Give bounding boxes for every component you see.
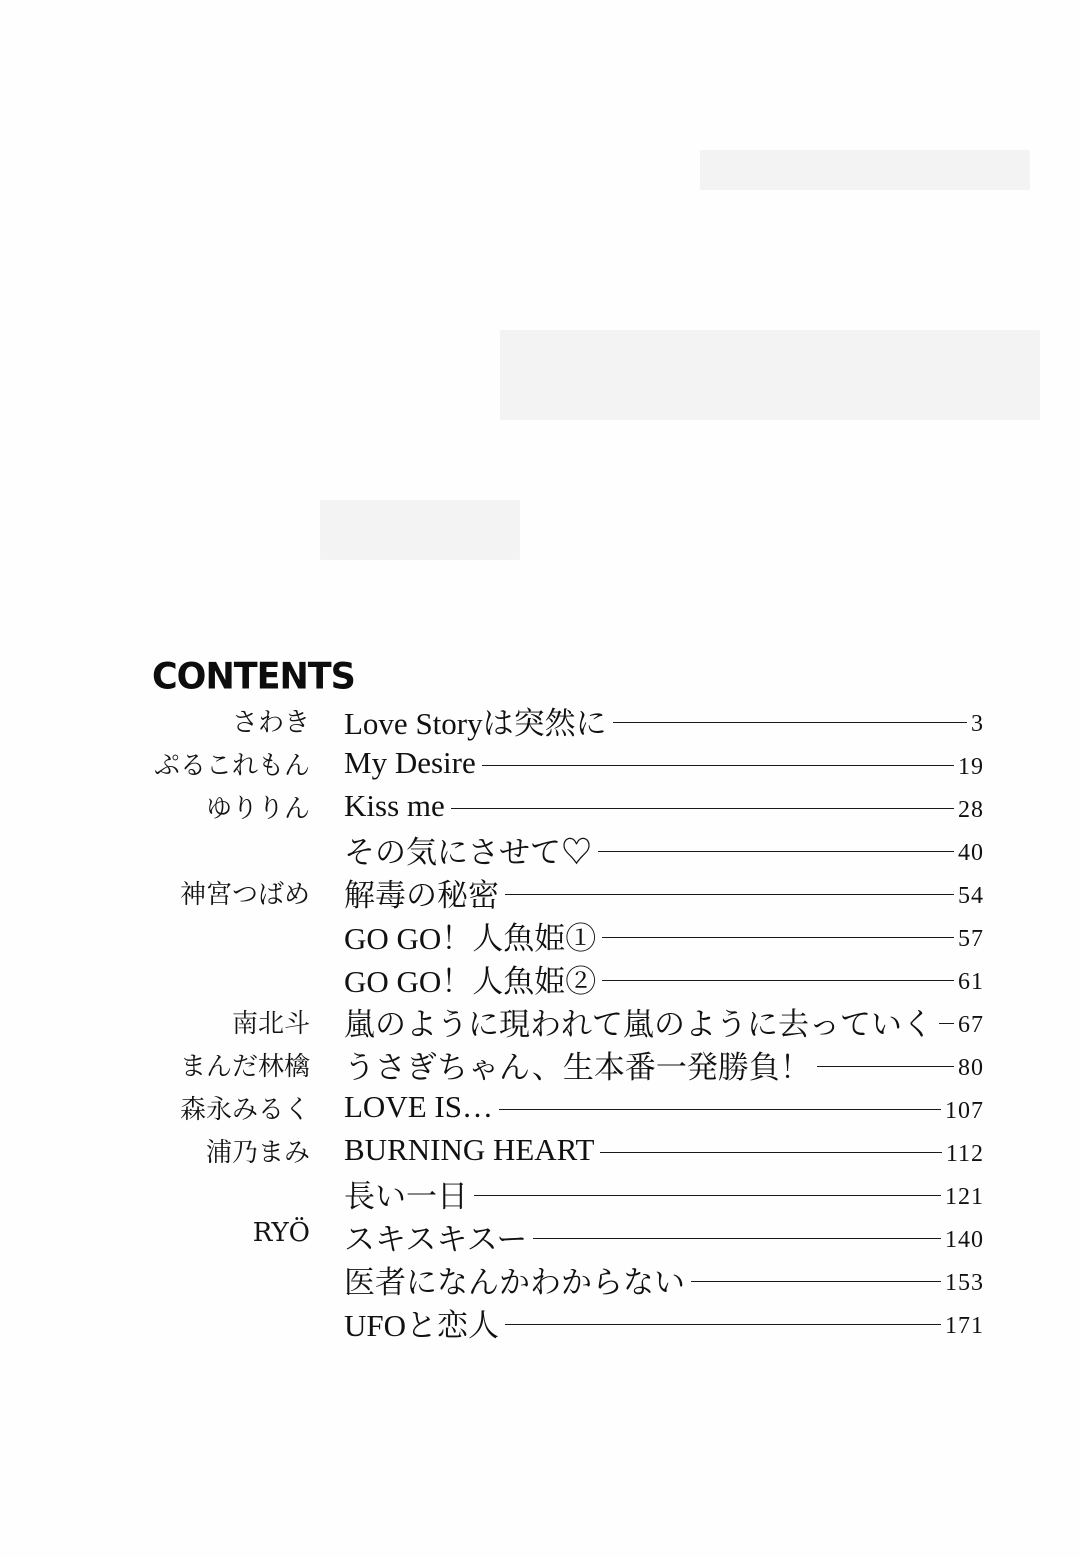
leader-line (691, 1281, 941, 1282)
entry-line (344, 1216, 984, 1256)
story-title: その気にさせて♡ (344, 834, 592, 870)
leader-line (474, 1195, 941, 1196)
page-number: 140 (945, 1226, 984, 1253)
page-number: 121 (945, 1183, 984, 1210)
toc-entry[interactable] (0, 1259, 1080, 1302)
page-number: 40 (958, 839, 984, 866)
leader-line (505, 1324, 941, 1325)
entry-line (344, 1302, 984, 1342)
story-title: 長い一日 (344, 1178, 468, 1214)
leader-line (939, 1023, 954, 1024)
toc-entry[interactable] (0, 915, 1080, 958)
page-number: 171 (945, 1312, 984, 1339)
author-name: 森永みるく (179, 1095, 310, 1125)
leader-line (505, 894, 954, 895)
entry-line (344, 1001, 984, 1041)
toc-entry[interactable] (0, 1216, 1080, 1259)
toc-entry[interactable] (0, 958, 1080, 1001)
table-of-contents (0, 700, 1080, 1345)
author-name: 浦乃まみ (205, 1138, 310, 1168)
leader-line (602, 937, 954, 938)
page-number: 107 (945, 1097, 984, 1124)
toc-entry[interactable] (0, 1130, 1080, 1173)
toc-entry[interactable] (0, 1302, 1080, 1345)
story-title: 解毒の秘密 (344, 877, 499, 913)
entry-line (344, 915, 984, 955)
entry-line (344, 1259, 984, 1299)
show-through-mark (320, 500, 520, 560)
entry-line (344, 786, 984, 826)
story-title: LOVE IS… (344, 1089, 493, 1124)
leader-line (600, 1152, 941, 1153)
page-number: 19 (958, 753, 984, 780)
story-title: UFOと恋人 (344, 1307, 500, 1343)
entry-line (344, 1044, 984, 1084)
toc-entry[interactable] (0, 1173, 1080, 1216)
entry-line (344, 958, 984, 998)
page-number: 80 (958, 1054, 984, 1081)
story-title: Love Storyは突然に (344, 705, 607, 741)
toc-entry[interactable] (0, 1001, 1080, 1044)
page-number: 57 (958, 925, 984, 952)
author-name: ゆりりん (205, 794, 310, 824)
author-name: RYÖ (252, 1218, 310, 1248)
toc-entry[interactable] (0, 872, 1080, 915)
entry-line (344, 1173, 984, 1213)
contents-heading: CONTENTS (152, 656, 355, 698)
leader-line (817, 1066, 954, 1067)
page-number: 67 (958, 1011, 984, 1038)
story-title: My Desire (344, 745, 476, 780)
leader-line (499, 1109, 941, 1110)
toc-entry[interactable] (0, 786, 1080, 829)
page-number: 28 (958, 796, 984, 823)
entry-line (344, 1087, 984, 1127)
leader-line (533, 1238, 941, 1239)
entry-line (344, 829, 984, 869)
entry-line (344, 872, 984, 912)
author-name: まんだ林檎 (179, 1052, 310, 1082)
toc-entry[interactable] (0, 1044, 1080, 1087)
story-title: BURNING HEART (344, 1132, 595, 1167)
toc-entry[interactable] (0, 829, 1080, 872)
page-number: 61 (958, 968, 984, 995)
toc-entry[interactable] (0, 700, 1080, 743)
leader-line (482, 765, 954, 766)
page-number: 3 (971, 710, 984, 737)
entry-line (344, 743, 984, 783)
story-title: 医者になんかわからない (344, 1264, 685, 1300)
show-through-mark (500, 330, 1040, 420)
story-title: GO GO！人魚姫① (344, 920, 597, 956)
leader-line (602, 980, 954, 981)
story-title: スキスキスー (344, 1221, 528, 1257)
story-title: 嵐のように現われて嵐のように去っていく (344, 1006, 933, 1042)
author-name: 神宮つばめ (179, 880, 310, 910)
leader-line (451, 808, 954, 809)
author-name: 南北斗 (231, 1009, 310, 1039)
story-title: GO GO！人魚姫② (344, 963, 597, 999)
entry-line (344, 700, 984, 740)
page-number: 54 (958, 882, 984, 909)
page-number: 153 (945, 1269, 984, 1296)
toc-entry[interactable] (0, 743, 1080, 786)
toc-entry[interactable] (0, 1087, 1080, 1130)
leader-line (598, 851, 954, 852)
show-through-mark (700, 150, 1030, 190)
story-title: Kiss me (344, 788, 445, 823)
page-number: 112 (945, 1140, 984, 1167)
story-title: うさぎちゃん、生本番一発勝負！ (344, 1049, 811, 1085)
author-name: さわき (231, 708, 310, 738)
leader-line (613, 722, 967, 723)
entry-line (344, 1130, 984, 1170)
author-name: ぷるこれもん (153, 751, 310, 781)
